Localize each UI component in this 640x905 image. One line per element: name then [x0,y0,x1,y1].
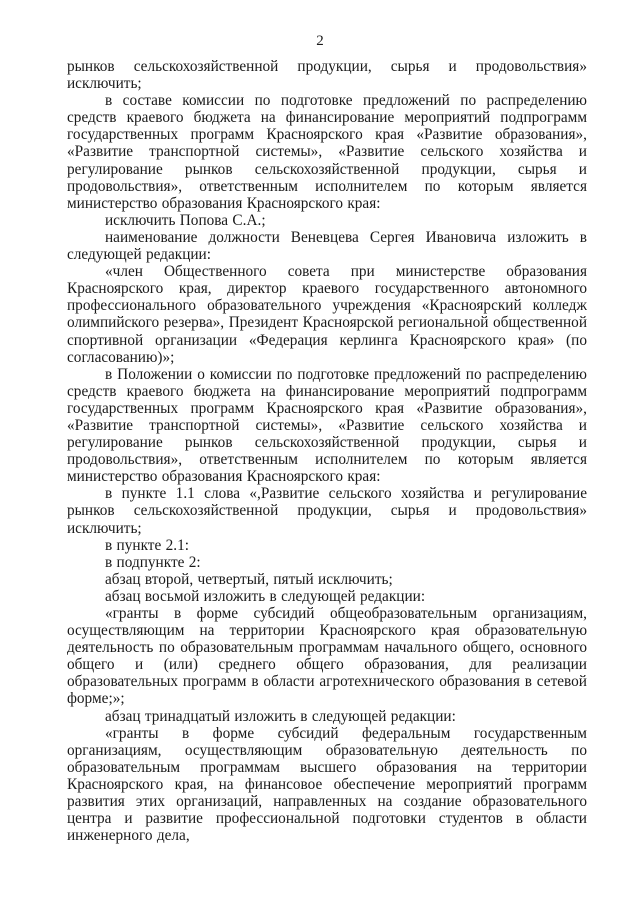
paragraph: наименование должности Веневцева Сергея Ивановича изложить в следующей редакции: [67,228,587,264]
paragraph: абзац восьмой изложить в следующей редакции: [105,587,426,605]
paragraph: абзац тринадцатый изложить в следующей редакции: [105,707,456,725]
paragraph: в подпункте 2: [105,553,201,571]
paragraph: рынков сельскохозяйственной продукции, сырья и продовольствия» исключить; [67,58,587,93]
paragraph: «гранты в форме субсидий общеобразовательным организациям, осуществляющим на территории Красноярского края образовательную деятельность по образовательным программам начального общего, основного общего и (или) среднего общего образования, для реализации образовательных программ в области агротехнического образования в сетевой форме;»; [67,605,587,708]
paragraph: в пункте 1.1 слова «,Развитие сельского хозяйства и регулирование рынков сельскохозяйственной продукции, сырья и продовольствия» исключить; [67,485,587,537]
document-body [67,58,587,844]
paragraph: исключить Попова С.А.; [105,211,266,229]
paragraph: абзац второй, четвертый, пятый исключить; [105,570,393,588]
paragraph: в Положении о комиссии по подготовке предложений по распределению средств краевого бюджета на финансирование мероприятий подпрограмм государственных программ Красноярского края «Развитие образования», «Развитие транспортной системы», «Развитие сельского хозяйства и регулирование рынков сельскохозяйственной продукции, сырья и продовольствия», ответственным исполнителем по которым является министерство образования Красноярского края: [67,365,587,486]
page-number: 2 [316,33,324,49]
paragraph: в пункте 2.1: [105,536,189,554]
paragraph: «гранты в форме субсидий федеральным государственным организациям, осуществляющим образовательную деятельность по образовательным программам высшего образования на территории Красноярского края, на финансовое обеспечение мероприятий программ развития этих организаций, направленных на создание образовательного центра и развитие профессиональной подготовки студентов в области инженерного дела, [67,724,587,845]
paragraph: в составе комиссии по подготовке предложений по распределению средств краевого бюджета на финансирование мероприятий подпрограмм государственных программ Красноярского края «Развитие образования», «Развитие транспортной системы», «Развитие сельского хозяйства и регулирование рынков сельскохозяйственной продукции, сырья и продовольствия», ответственным исполнителем по которым является министерство образования Красноярского края: [67,92,587,212]
paragraph: «член Общественного совета при министерстве образования Красноярского края, директор краевого государственного автономного профессионального образовательного учреждения «Красноярский колледж олимпийского резерва», Президент Красноярской региональной общественной спортивной организации «Федерация керлинга Красноярского края» (по согласованию)»; [67,263,587,366]
